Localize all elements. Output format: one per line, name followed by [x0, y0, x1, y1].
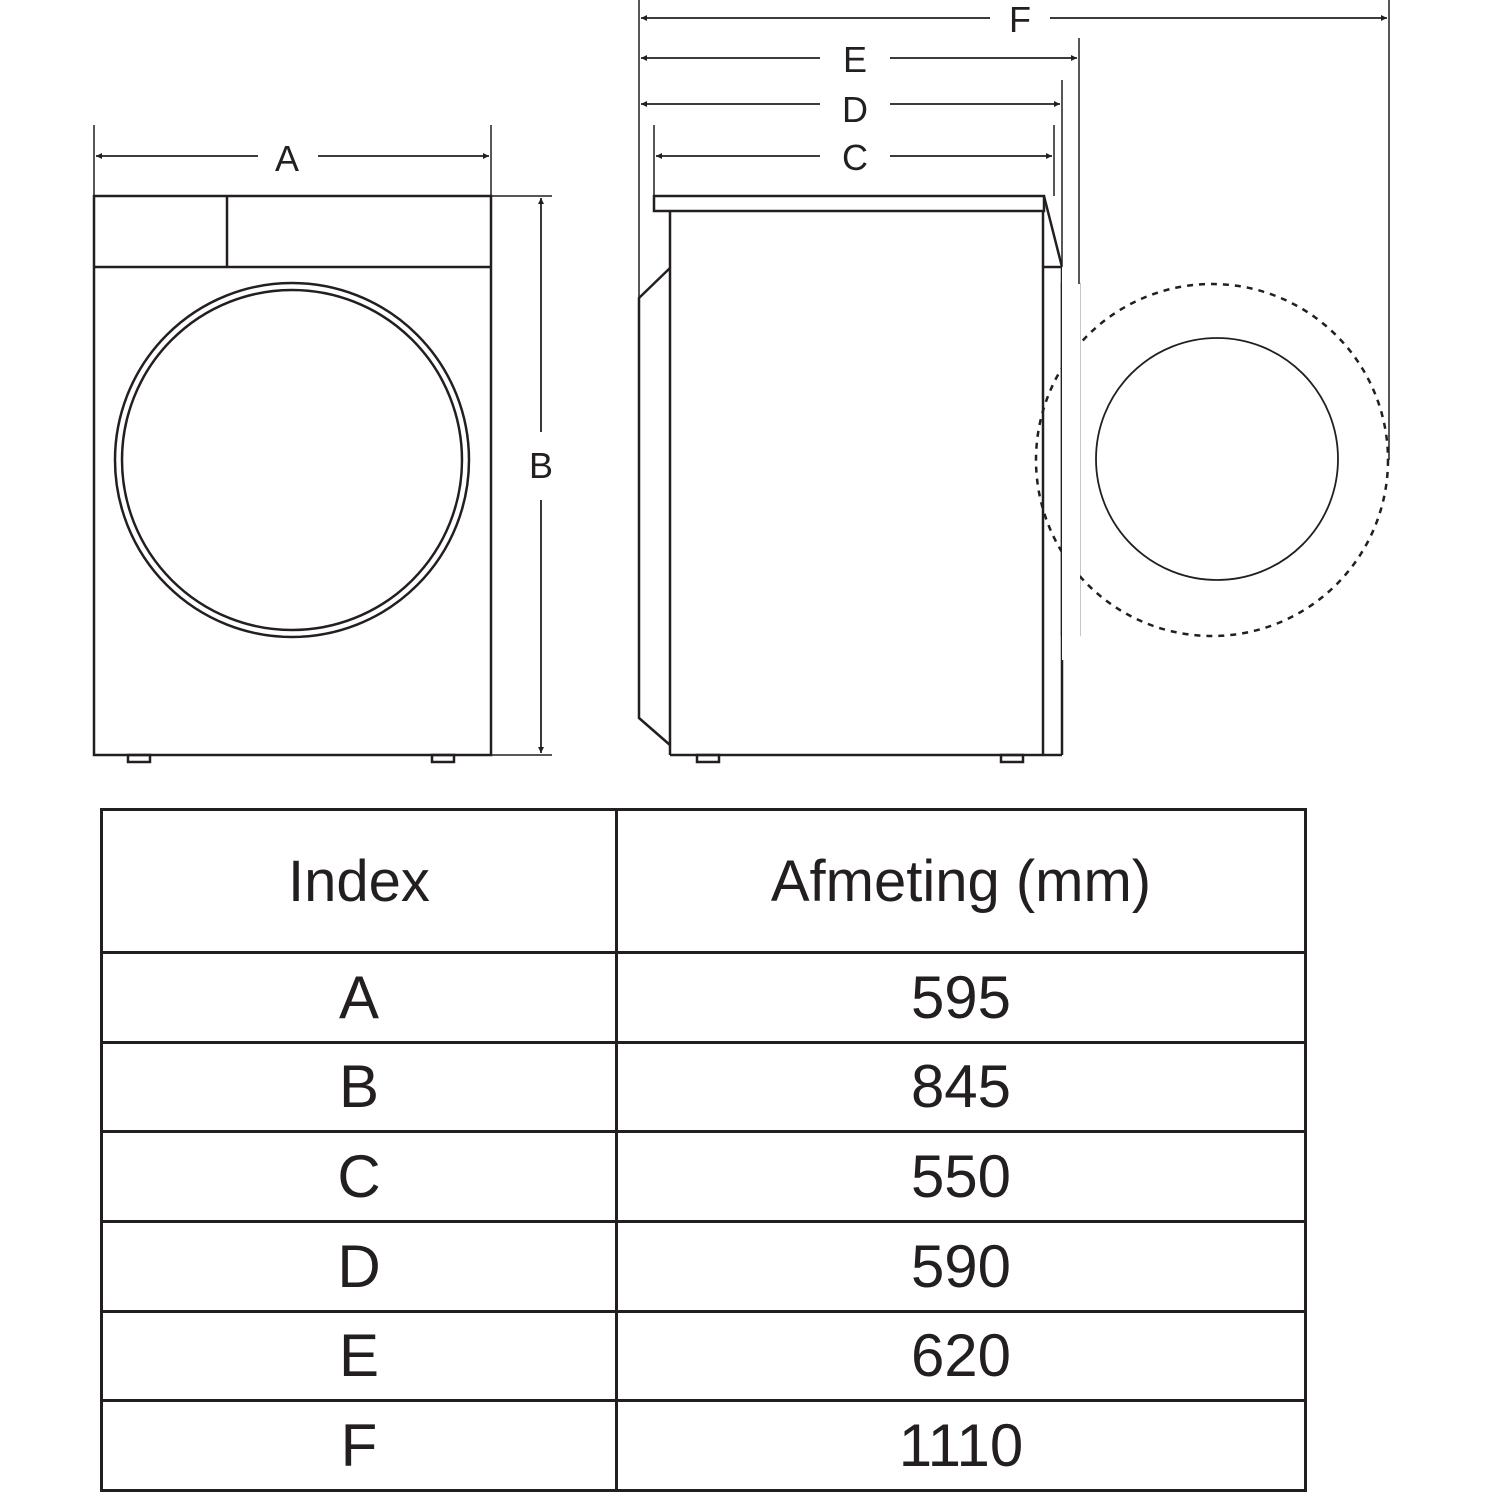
table-row	[102, 1311, 1306, 1401]
row-value: 845	[617, 1042, 1306, 1132]
row-value: 595	[617, 953, 1306, 1043]
table-header-row	[102, 810, 1306, 953]
table-row	[102, 1132, 1306, 1222]
table-row	[102, 1401, 1306, 1491]
row-value: 550	[617, 1132, 1306, 1222]
dim-label-a: A	[274, 138, 300, 179]
side-top-panel	[654, 196, 1044, 211]
front-foot-right	[432, 755, 454, 762]
front-door-outer-ring	[115, 283, 469, 637]
door-swing-mask	[1062, 260, 1080, 660]
dim-label-b: B	[528, 445, 554, 486]
front-cabinet	[94, 196, 491, 755]
dimensions-table	[100, 808, 1307, 1492]
header-index: Index	[102, 810, 617, 953]
dim-label-f: F	[1009, 0, 1031, 40]
row-index: A	[102, 953, 617, 1043]
row-value: 590	[617, 1221, 1306, 1311]
dim-label-e: E	[842, 39, 868, 80]
table-row	[102, 1221, 1306, 1311]
dim-label-c: C	[842, 137, 868, 178]
door-swing-path	[1036, 284, 1388, 636]
row-index: C	[102, 1132, 617, 1222]
side-front-bulge	[639, 268, 670, 745]
row-index: D	[102, 1221, 617, 1311]
table-row	[102, 953, 1306, 1043]
row-index: B	[102, 1042, 617, 1132]
header-dimension-mm: Afmeting (mm)	[617, 810, 1306, 953]
row-index: F	[102, 1401, 617, 1491]
side-back-slope	[1044, 196, 1062, 755]
dim-label-d: D	[842, 89, 868, 130]
front-foot-left	[128, 755, 150, 762]
door-glass-circle	[1096, 338, 1338, 580]
row-value: 1110	[617, 1401, 1306, 1491]
row-index: E	[102, 1311, 617, 1401]
front-view	[94, 125, 552, 762]
table-row	[102, 1042, 1306, 1132]
side-foot-front	[697, 755, 719, 762]
side-view	[639, 0, 1389, 762]
row-value: 620	[617, 1311, 1306, 1401]
front-door-inner-ring	[122, 290, 462, 630]
side-foot-back	[1001, 755, 1023, 762]
